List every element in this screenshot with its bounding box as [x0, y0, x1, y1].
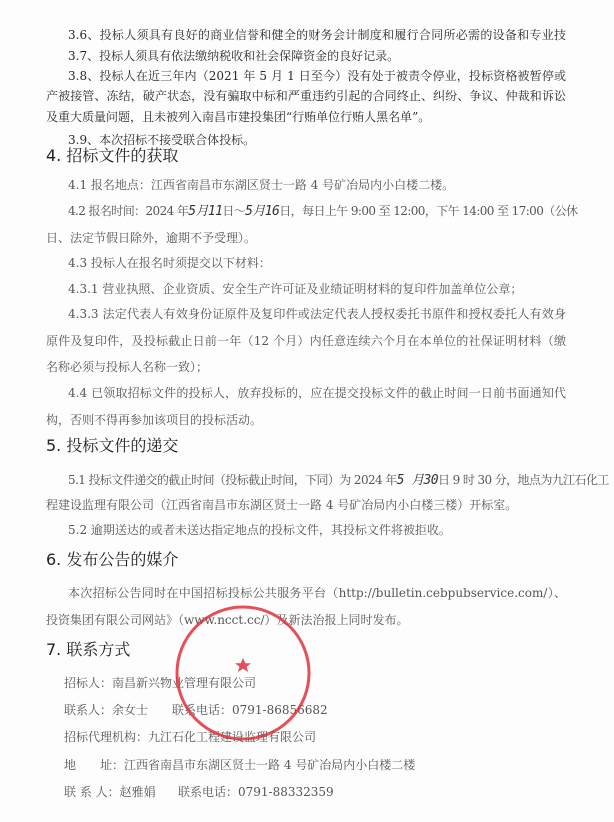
clause-4-3-3-line3: 名称必须与投标人名称一致）；	[46, 360, 209, 374]
clause-5-1-line1	[68, 472, 609, 489]
handwritten-start-date: 5月11	[188, 204, 223, 219]
clause-5-1-suffix: 日 9 时 30 分，地点为九江石化工	[437, 473, 609, 487]
clause-5-1-line2: 程建设监理有限公司（江西省南昌市东湖区贤士一路 4 号矿冶局内小白楼三楼）开标室。	[46, 498, 518, 512]
clause-3-8-line1: 3.8、投标人在近三年内（2021 年 5 月 1 日至今）没有处于被责令停业，投标资格被暂停或	[68, 69, 566, 83]
clause-4-3-3-line2: 原件及复印件，及投标截止日前一年（12 个月）内任意连续六个月在本单位的社保证明材料（缴	[46, 334, 566, 348]
contact-person-1: 联系人：余女士	[64, 703, 149, 717]
contact-phone-2: 联系电话：0791-88332359	[178, 785, 334, 799]
clause-3-7: 3.7、投标人须具有依法缴纳税收和社会保障资金的良好记录。	[68, 49, 400, 63]
contact-phone-1: 联系电话：0791-86856682	[172, 703, 328, 717]
contact-person-2: 联 系 人：赵雅娟	[64, 785, 156, 799]
clause-3-8-line3: 及重大质量问题，且未被列入南昌市建投集团“行贿单位行贿人黑名单”。	[46, 110, 431, 124]
clause-3-8-line2: 产被接管、冻结，破产状态，没有骗取中标和严重违约引起的合同终止、纠纷、争议、仲裁和诉讼	[46, 89, 566, 103]
section-6-line2: 投资集团有限公司网站》（www.ncct.cc/）及新法治报上同时发布。	[46, 613, 409, 627]
clause-3-9: 3.9、本次招标不接受联合体投标。	[68, 133, 256, 147]
section-4-heading: 4. 招标文件的获取	[46, 146, 179, 165]
section-5-heading: 5. 投标文件的递交	[46, 436, 179, 455]
clause-4-2-line2: 日、法定节假日除外，逾期不予受理）。	[46, 231, 257, 245]
handwritten-end-date: 5月16	[245, 204, 280, 219]
tender-agency: 招标代理机构：九江石化工程建设监理有限公司	[64, 730, 317, 744]
clause-4-2-line1	[68, 203, 577, 220]
tenderer: 招标人：南昌新兴物业管理有限公司	[64, 676, 257, 690]
clause-4-2-mid: 日～	[222, 204, 246, 218]
clause-5-2: 5.2 逾期送达的或者未送达指定地点的投标文件，其投标文件将被拒收。	[68, 523, 451, 537]
clause-4-4-line1: 4.4 已领取招标文件的投标人，放弃投标的，应在提交投标文件的截止时间一日前书面通知代	[68, 386, 566, 400]
section-6-line1: 本次招标公告同时在中国招标投标公共服务平台（http://bulletin.cebpubservice.com/）、	[68, 586, 566, 600]
clause-5-1-prefix: 5.1 投标文件递交的截止时间（投标截止时间，下同）为 2024 年	[68, 473, 397, 487]
clause-4-2-prefix: 4.2 报名时间：2024 年	[68, 204, 189, 218]
clause-4-2-suffix: 日，每日上午 9:00 至 12:00，下午 14:00 至 17:00（公休	[279, 204, 578, 218]
clause-3-6: 3.6、投标人须具有良好的商业信誉和健全的财务会计制度和履行合同所必需的设备和专业技	[68, 28, 566, 42]
clause-4-3-1: 4.3.1 营业执照、企业资质、安全生产许可证及业绩证明材料的复印件加盖单位公章；	[68, 282, 523, 296]
address: 地 址：江西省南昌市东湖区贤士一路 4 号矿冶局内小白楼二楼	[64, 758, 416, 772]
clause-4-3: 4.3 投标人在报名时须提交以下材料：	[68, 256, 271, 270]
section-7-heading: 7. 联系方式	[46, 640, 131, 659]
clause-4-4-line2: 构，否则不得再参加该项目的投标活动。	[46, 413, 263, 427]
handwritten-deadline-date: 5 月30	[396, 473, 438, 488]
star-icon	[235, 658, 251, 672]
section-6-heading: 6. 发布公告的媒介	[46, 550, 179, 569]
clause-4-3-3-line1: 4.3.3 法定代表人有效身份证原件及复印件或法定代表人授权委托书原件和授权委托人有效身	[68, 307, 566, 321]
clause-4-1: 4.1 报名地点：江西省南昌市东湖区贤士一路 4 号矿冶局内小白楼二楼。	[68, 178, 455, 192]
